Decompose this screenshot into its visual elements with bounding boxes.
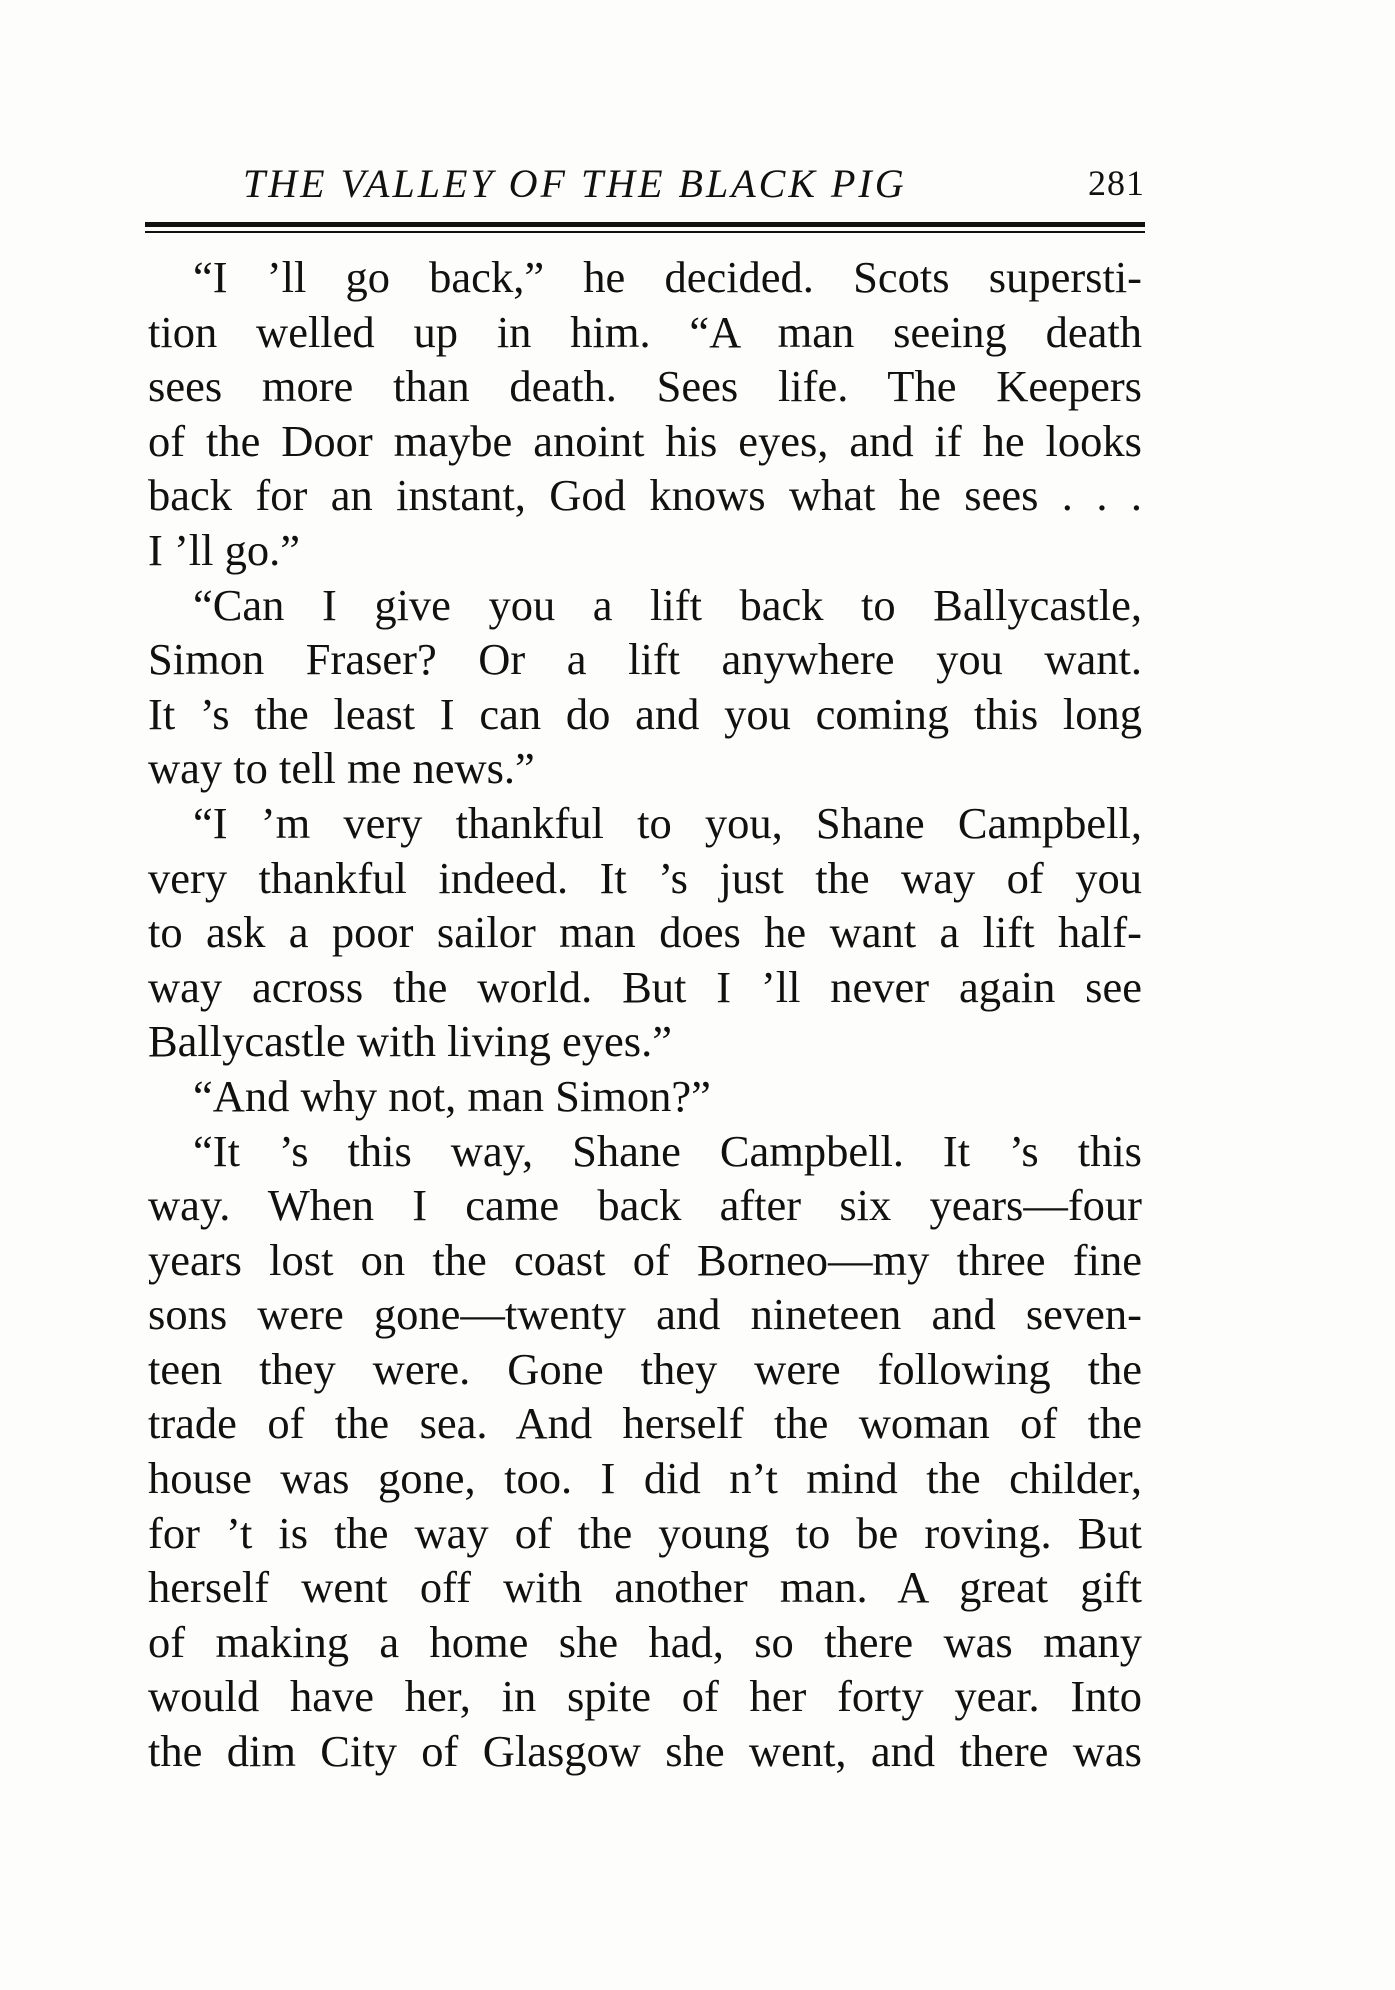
text-line: It ’s the least I can do and you coming this long	[148, 688, 1142, 739]
text-line: would have her, in spite of her forty year. Into	[148, 1671, 1142, 1722]
text-line: “It ’s this way, Shane Campbell. It ’s this	[193, 1125, 1142, 1176]
running-title: THE VALLEY OF THE BLACK PIG	[243, 161, 907, 206]
text-line: for ’t is the way of the young to be roving. But	[148, 1507, 1142, 1558]
text-line: to ask a poor sailor man does he want a lift half-	[148, 907, 1142, 958]
text-line: sees more than death. Sees life. The Keepers	[148, 361, 1142, 412]
text-line: trade of the sea. And herself the woman of the	[148, 1398, 1142, 1449]
text-line: way. When I came back after six years—four	[148, 1180, 1142, 1231]
text-line: of making a home she had, so there was many	[148, 1616, 1142, 1667]
text-line: way across the world. But I ’ll never again see	[148, 961, 1142, 1012]
text-line: back for an instant, God knows what he sees . . .	[148, 470, 1142, 521]
text-line: very thankful indeed. It ’s just the way of you	[148, 852, 1142, 903]
header-rule-thin	[145, 231, 1145, 233]
text-line: tion welled up in him. “A man seeing death	[148, 306, 1142, 357]
text-line: of the Door maybe anoint his eyes, and if he looks	[148, 415, 1142, 466]
text-line: “And why not, man Simon?”	[193, 1070, 711, 1121]
page-number: 281	[1088, 163, 1145, 203]
body-text	[148, 250, 1142, 1779]
running-header	[145, 160, 1145, 220]
text-line: years lost on the coast of Borneo—my three fine	[148, 1234, 1142, 1285]
text-line: sons were gone—twenty and nineteen and seven-	[148, 1289, 1142, 1340]
text-line: way to tell me news.”	[148, 743, 535, 794]
text-line: the dim City of Glasgow she went, and there was	[148, 1726, 1142, 1777]
text-line: “I ’m very thankful to you, Shane Campbell,	[193, 797, 1142, 848]
text-line: “I ’ll go back,” he decided. Scots supersti-	[193, 252, 1142, 302]
header-rule-thick	[145, 222, 1145, 227]
text-line: Ballycastle with living eyes.”	[148, 1016, 672, 1067]
text-line: teen they were. Gone they were following the	[148, 1343, 1142, 1394]
text-line: Simon Fraser? Or a lift anywhere you want.	[148, 634, 1142, 685]
text-line: herself went off with another man. A great gift	[148, 1562, 1142, 1613]
text-line: “Can I give you a lift back to Ballycastle,	[193, 579, 1142, 630]
text-line: house was gone, too. I did n’t mind the childer,	[148, 1453, 1142, 1504]
text-line: I ’ll go.”	[148, 524, 300, 575]
